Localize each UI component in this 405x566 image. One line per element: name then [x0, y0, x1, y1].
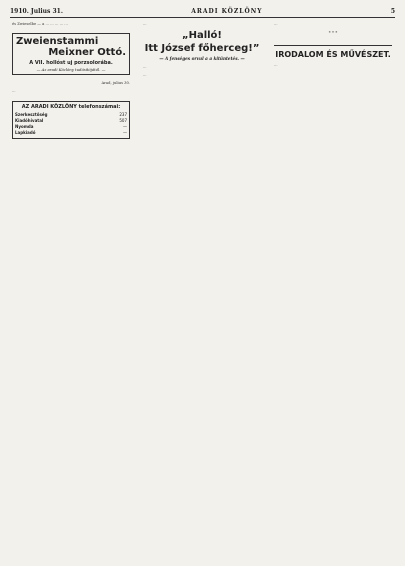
article-headline: Itt József főherceg!”	[144, 43, 260, 55]
article-subheadline: — A fenséges orvul a a kitüntetés. —	[159, 56, 245, 62]
phone-row: Nyomda —	[15, 123, 127, 129]
header-masthead: ARADI KÖZLÖNY	[191, 7, 263, 15]
phone-box	[12, 101, 130, 139]
ad-name: Meixner Ottó.	[48, 47, 126, 59]
col3-paragraph: ...	[274, 63, 278, 68]
col2-paragraph: ...	[143, 73, 147, 78]
column-2	[143, 22, 261, 82]
ad-subtitle-2: — Az aradi Közlöny tudósítójától. —	[36, 67, 106, 73]
ad-subtitle: A VII. hollóst uj porzsolorába.	[29, 60, 113, 67]
col1-paragraph: és Zwieselbe — a ... ... ... ... ...	[12, 22, 68, 26]
header-page-number: 5	[390, 7, 395, 15]
col1-paragraph: Arad, julius 30.	[101, 81, 130, 86]
phone-row: Lapkiadó —	[15, 129, 127, 135]
article-headline: „Halló!	[182, 30, 222, 42]
col2-paragraph: ...	[143, 65, 147, 70]
col1-paragraph: ...	[12, 89, 16, 94]
phone-box-title: AZ ARADI KÖZLÖNY telefonszámai:	[21, 103, 121, 110]
page-header	[10, 6, 395, 16]
col2-paragraph: ...	[143, 22, 147, 26]
col3-paragraph: ...	[274, 22, 278, 26]
phone-row: Kiadóhivatal 507	[15, 117, 127, 123]
phone-row: Szerkesztőség 237	[15, 111, 127, 117]
ad-title: Zweienstammi	[16, 36, 99, 48]
advertisement	[12, 33, 130, 75]
column-3	[274, 22, 392, 71]
section-heading: IRODALOM ÉS MŰVÉSZET.	[274, 45, 392, 59]
separator: * * *	[328, 30, 338, 36]
header-date: 1910. Julius 31.	[10, 7, 63, 15]
column-1	[12, 22, 130, 139]
header-rule	[10, 17, 395, 18]
